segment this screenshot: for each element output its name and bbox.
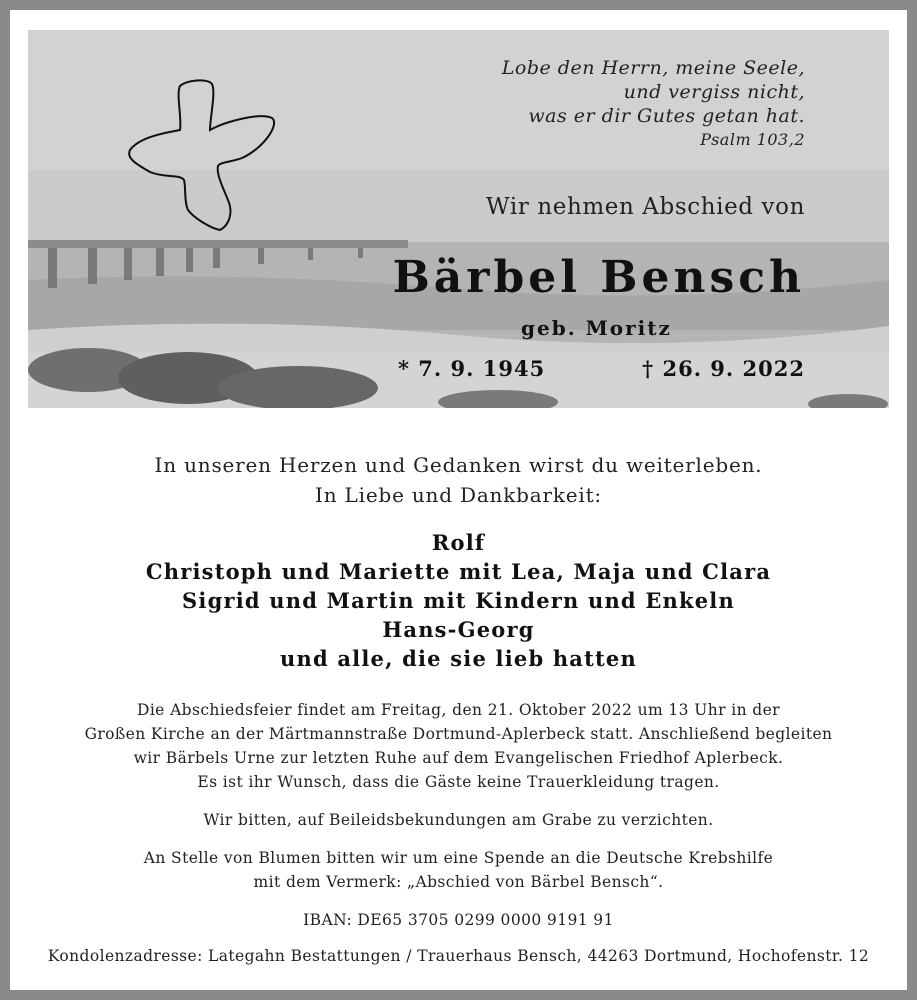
psalm-quote	[502, 56, 805, 152]
ceremony-line: Die Abschiedsfeier findet am Freitag, den 21. Oktober 2022 um 13 Uhr in der	[137, 701, 780, 719]
birth-date: * 7. 9. 1945	[398, 356, 546, 381]
family-member: Rolf	[431, 530, 486, 555]
psalm-line: und vergiss nicht,	[623, 81, 805, 103]
family-member: Sigrid und Martin mit Kindern und Enkeln	[182, 588, 735, 613]
donation-line: mit dem Vermerk: „Abschied von Bärbel Bensch“.	[253, 873, 664, 891]
donation-info	[10, 846, 907, 894]
dove-icon	[124, 78, 284, 248]
header-banner-image	[28, 30, 889, 408]
obituary-page	[10, 10, 907, 990]
ceremony-info	[10, 698, 907, 794]
farewell-intro: Wir nehmen Abschied von	[486, 194, 805, 220]
psalm-line: was er dir Gutes getan hat.	[528, 105, 805, 127]
remembrance-text	[10, 450, 907, 510]
death-date: † 26. 9. 2022	[642, 356, 805, 381]
psalm-reference: Psalm 103,2	[700, 130, 805, 149]
ceremony-line: Großen Kirche an der Märtmannstraße Dortmund-Aplerbeck statt. Anschließend begleiten	[84, 725, 833, 743]
family-member: Christoph und Mariette mit Lea, Maja und Clara	[145, 559, 772, 584]
donation-line: An Stelle von Blumen bitten wir um eine Spende an die Deutsche Krebshilfe	[143, 849, 774, 867]
family-list	[10, 528, 907, 673]
remembrance-line: In Liebe und Dankbarkeit:	[315, 483, 602, 507]
condolence-address: Kondolenzadresse: Lategahn Bestattungen / Trauerhaus Bensch, 44263 Dortmund, Hochofenstr. 12	[47, 947, 870, 965]
family-member: Hans-Georg	[382, 617, 535, 642]
ceremony-line: Es ist ihr Wunsch, dass die Gäste keine Trauerkleidung tragen.	[197, 773, 720, 791]
deceased-name: Bärbel Bensch	[392, 252, 805, 303]
maiden-name: geb. Moritz	[521, 316, 672, 340]
psalm-line: Lobe den Herrn, meine Seele,	[501, 57, 805, 79]
remembrance-line: In unseren Herzen und Gedanken wirst du weiterleben.	[154, 453, 763, 477]
iban: IBAN: DE65 3705 0299 0000 9191 91	[303, 911, 614, 929]
condolence-request: Wir bitten, auf Beileidsbekundungen am Grabe zu verzichten.	[203, 811, 714, 829]
family-member: und alle, die sie lieb hatten	[280, 646, 637, 671]
ceremony-line: wir Bärbels Urne zur letzten Ruhe auf dem Evangelischen Friedhof Aplerbeck.	[133, 749, 784, 767]
